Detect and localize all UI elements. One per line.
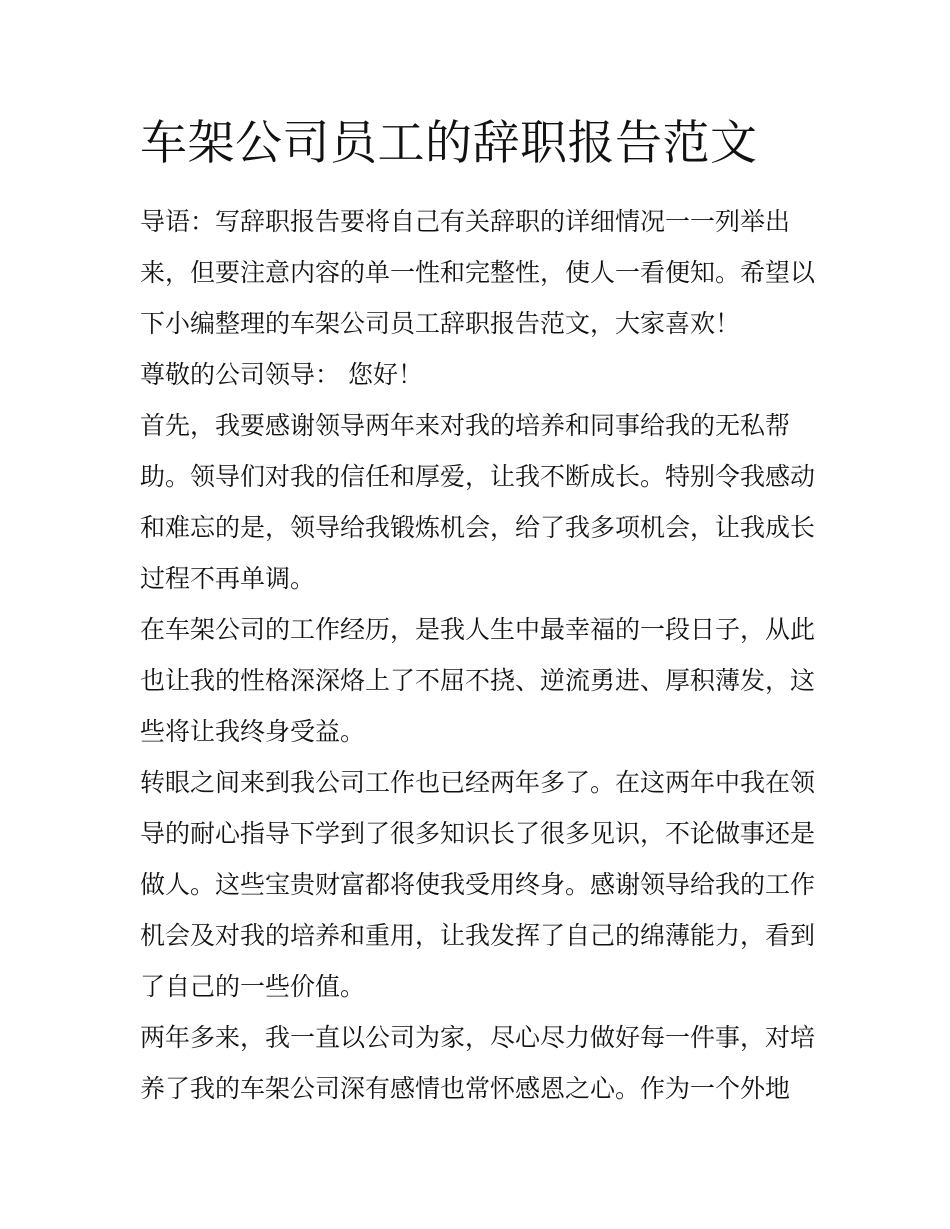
text-line: 和难忘的是，领导给我锻炼机会，给了我多项机会，让我成长	[140, 513, 816, 542]
experience-paragraph	[140, 604, 815, 757]
salutation	[140, 349, 815, 400]
text-line: 过程不再单调。	[140, 564, 316, 593]
text-line: 机会及对我的培养和重用，让我发挥了自己的绵薄能力，看到	[140, 921, 816, 950]
text-line: 转眼之间来到我公司工作也已经两年多了。在这两年中我在领	[140, 768, 816, 797]
text-line: 下小编整理的车架公司员工辞职报告范文，大家喜欢！	[140, 309, 741, 338]
growth-paragraph	[140, 757, 815, 1012]
text-line: 助。领导们对我的信任和厚爱，让我不断成长。特别令我感动	[140, 462, 816, 491]
dedication-paragraph	[140, 1012, 815, 1114]
text-line: 在车架公司的工作经历，是我人生中最幸福的一段日子，从此	[140, 615, 816, 644]
text-line: 做人。这些宝贵财富都将使我受用终身。感谢领导给我的工作	[140, 870, 816, 899]
document-body	[140, 196, 815, 1114]
text-line: 了自己的一些价值。	[140, 972, 366, 1001]
gratitude-paragraph	[140, 400, 815, 604]
text-line: 养了我的车架公司深有感情也常怀感恩之心。作为一个外地	[140, 1074, 791, 1103]
text-line: 导的耐心指导下学到了很多知识长了很多见识，不论做事还是	[140, 819, 816, 848]
text-line: 来，但要注意内容的单一性和完整性，使人一看便知。希望以	[140, 258, 816, 287]
text-line: 尊敬的公司领导： 您好！	[140, 360, 423, 389]
text-line: 导语：写辞职报告要将自己有关辞职的详细情况一一列举出	[140, 207, 791, 236]
text-line: 两年多来，我一直以公司为家，尽心尽力做好每一件事，对培	[140, 1023, 816, 1052]
document-title: 车架公司员工的辞职报告范文	[140, 116, 758, 171]
text-line: 些将让我终身受益。	[140, 717, 366, 746]
text-line: 首先，我要感谢领导两年来对我的培养和同事给我的无私帮	[140, 411, 791, 440]
intro-paragraph	[140, 196, 815, 349]
text-line: 也让我的性格深深烙上了不屈不挠、逆流勇进、厚积薄发，这	[140, 666, 816, 695]
